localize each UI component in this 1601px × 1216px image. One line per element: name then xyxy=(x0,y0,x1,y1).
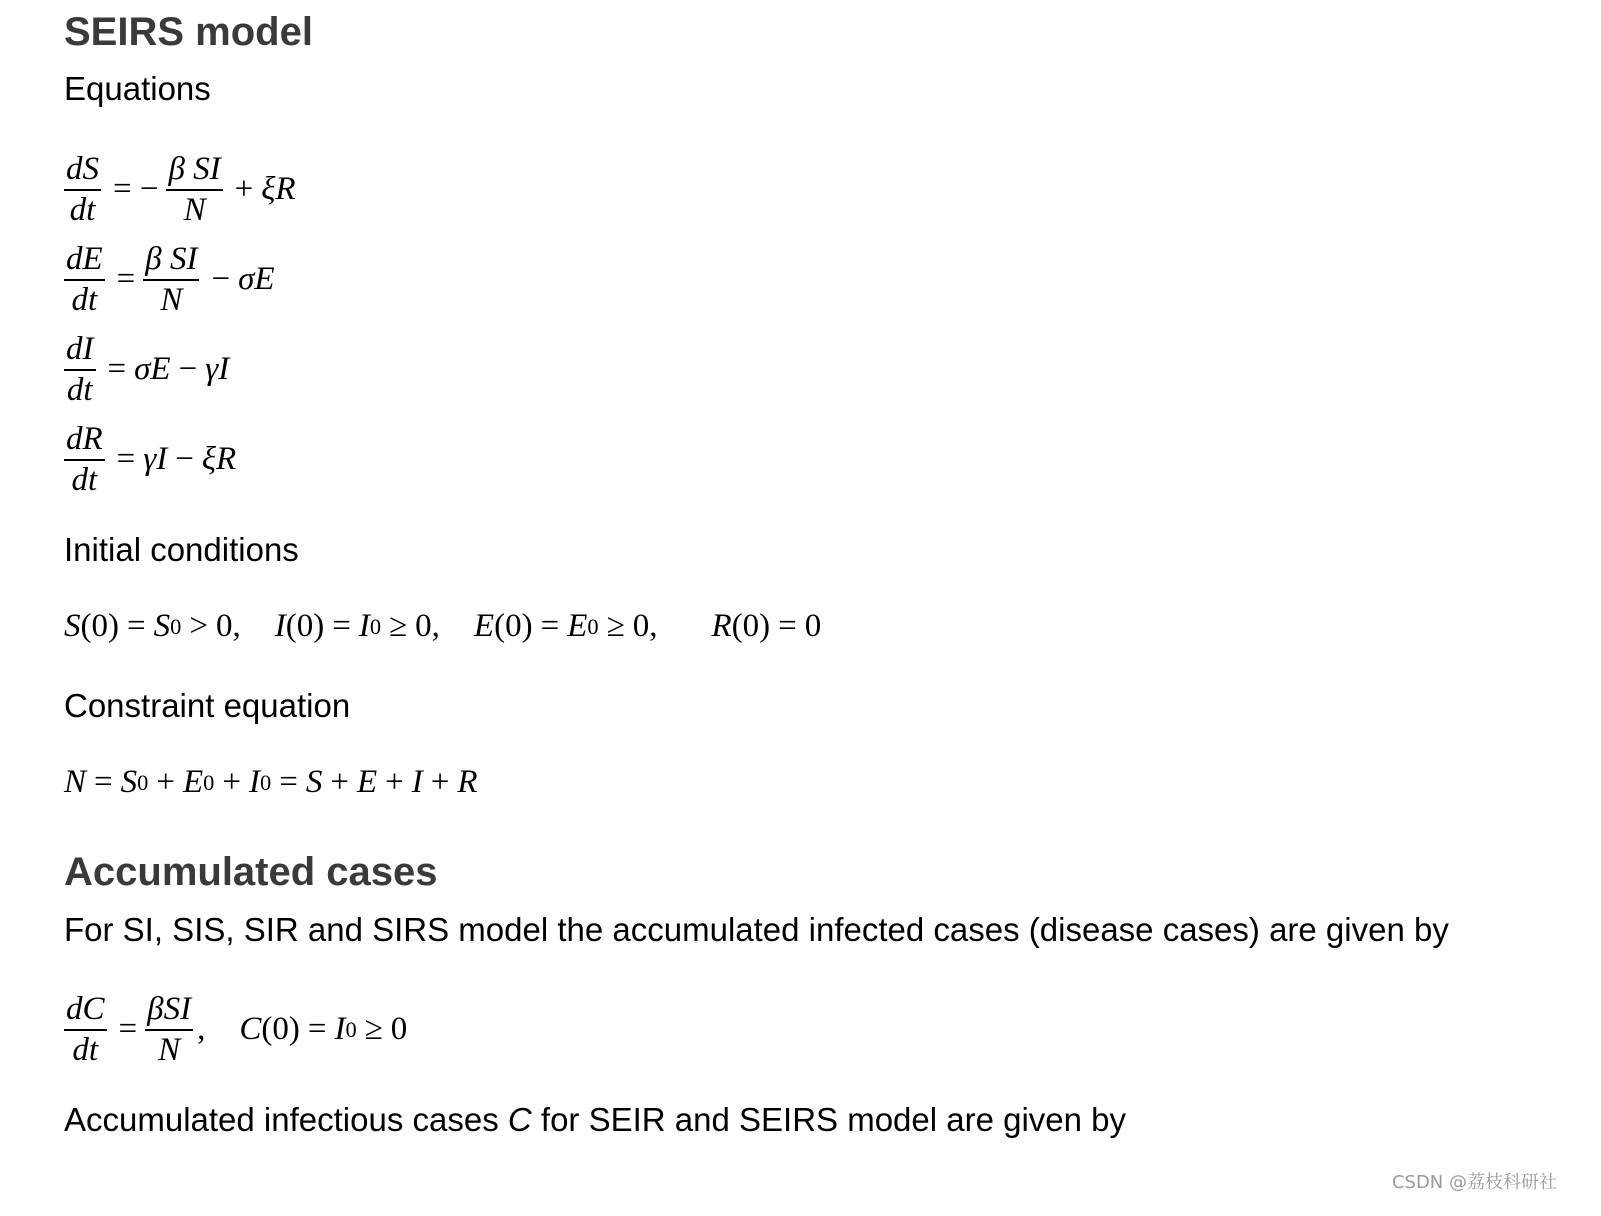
watermark: CSDN @荔枝科研社 xyxy=(1391,1172,1557,1193)
text-accumulated-seir xyxy=(64,1103,1126,1136)
equation-di-dt: $\frac{dI}{dt}$ = σE − γI xyxy=(66,331,230,408)
text-accumulated-seir-pre: Accumulated infectious cases xyxy=(64,1101,508,1138)
section-heading-accumulated-cases: Accumulated cases xyxy=(64,850,438,894)
label-constraint-equation: Constraint equation xyxy=(64,687,351,724)
text-accumulated-seir-post: for SEIR and SEIRS model are given by xyxy=(531,1101,1127,1138)
text-accumulated-seir-var: C xyxy=(507,1101,532,1138)
section-heading-seirs-model: SEIRS model xyxy=(64,10,313,54)
text-accumulated-si: For SI, SIS, SIR and SIRS model the accumulated infected cases (disease cases) are given by xyxy=(64,911,1449,948)
equation-de-dt: $\frac{dE}{dt}$ = $\frac{\text{β SI}}{N}$ − σE xyxy=(66,241,275,318)
equation-constraint: N = S 0 + E 0 + I 0 = S + E + I + R xyxy=(64,764,478,800)
equation-ds-dt: $\frac{dS}{dt}$ = − $\frac{\text{β SI}}{N}$ + ξR xyxy=(66,151,296,228)
label-initial-conditions: Initial conditions xyxy=(64,531,299,568)
label-equations: Equations xyxy=(64,70,211,107)
equation-dc-dt: $\frac{dC}{dt}$ = $\frac{\text{βSI}}{N}$ , C (0) = I 0 ≥ 0 xyxy=(66,991,408,1068)
equation-initial-conditions: S (0) = S 0 > 0, I (0) = I 0 ≥ 0, E (0) = E 0 ≥ 0, R (0) = 0 xyxy=(64,608,822,644)
equation-dr-dt: $\frac{dR}{dt}$ = γI − ξR xyxy=(66,421,237,498)
